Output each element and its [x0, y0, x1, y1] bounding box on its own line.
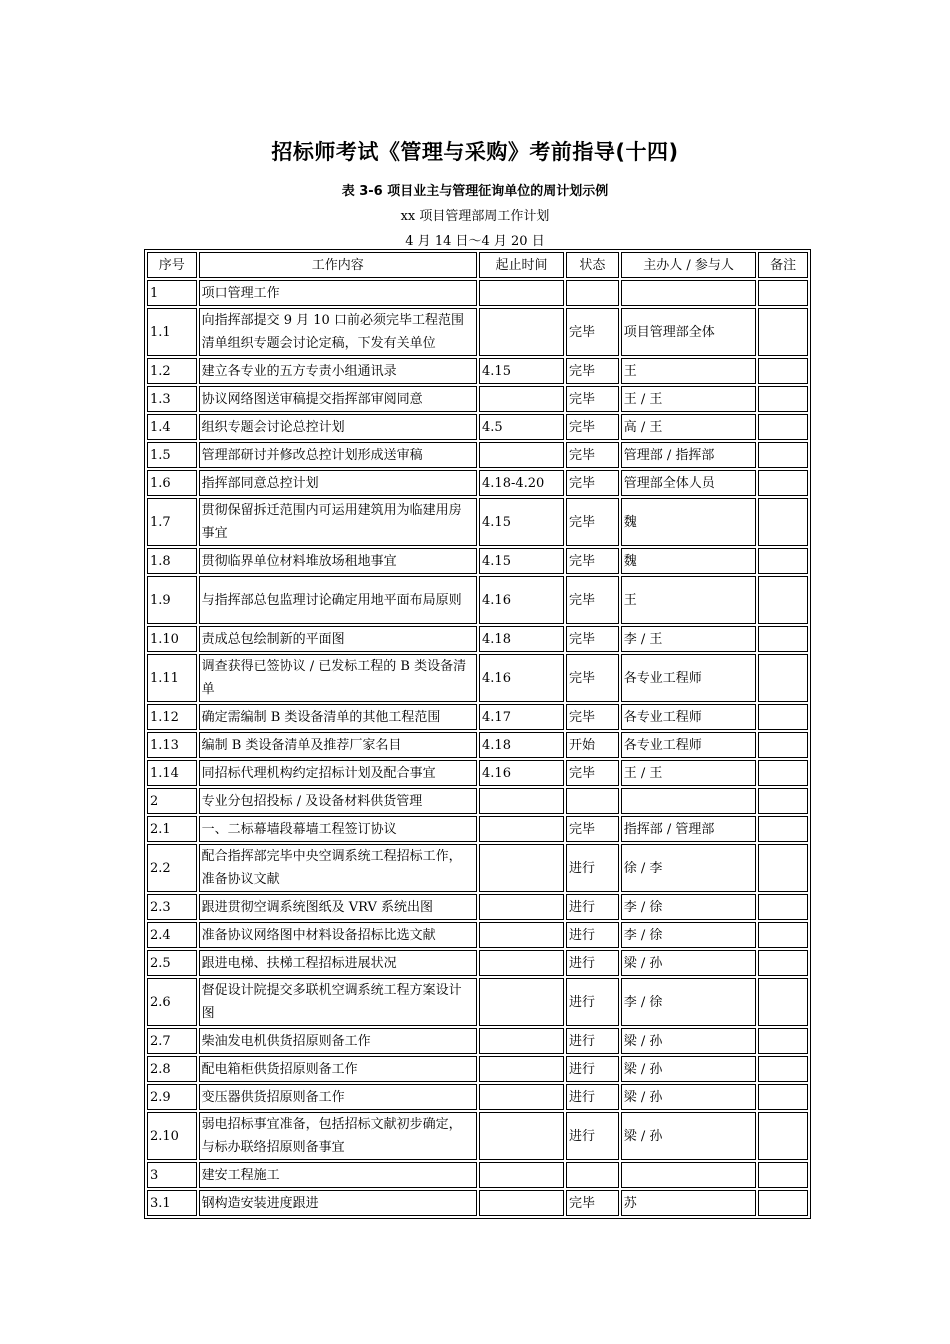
cell-date	[479, 922, 564, 948]
cell-date: 4.15	[479, 498, 564, 546]
cell-date	[479, 1112, 564, 1160]
cell-no: 1.11	[147, 654, 197, 702]
cell-date: 4.18	[479, 732, 564, 758]
cell-task: 建安工程施工	[199, 1162, 477, 1188]
table-row	[147, 1084, 808, 1110]
cell-date	[479, 816, 564, 842]
cell-note	[758, 470, 808, 496]
cell-owner: 李 / 王	[621, 626, 757, 652]
cell-task: 跟进贯彻空调系统图纸及 VRV 系统出图	[199, 894, 477, 920]
cell-status: 完毕	[566, 414, 619, 440]
cell-note	[758, 280, 808, 306]
cell-status: 完毕	[566, 626, 619, 652]
table-row	[147, 654, 808, 702]
cell-no: 2.3	[147, 894, 197, 920]
cell-date	[479, 1084, 564, 1110]
cell-task: 组织专题会讨论总控计划	[199, 414, 477, 440]
cell-owner	[621, 280, 757, 306]
cell-note	[758, 950, 808, 976]
cell-note	[758, 1162, 808, 1188]
cell-note	[758, 386, 808, 412]
document-title: 招标师考试《管理与采购》考前指导(十四)	[271, 140, 679, 164]
cell-no: 1.13	[147, 732, 197, 758]
cell-status: 进行	[566, 1084, 619, 1110]
cell-no: 1.14	[147, 760, 197, 786]
date-range: 4 月 14 日～4 月 20 日	[405, 234, 545, 249]
cell-status: 完毕	[566, 358, 619, 384]
cell-note	[758, 1112, 808, 1160]
cell-task: 专业分包招投标 / 及设备材料供货管理	[199, 788, 477, 814]
cell-no: 1.7	[147, 498, 197, 546]
header-no: 序号	[147, 252, 197, 278]
cell-status: 进行	[566, 1056, 619, 1082]
cell-no: 1	[147, 280, 197, 306]
cell-status	[566, 1162, 619, 1188]
cell-task: 协议网络图送审稿提交指挥部审阅同意	[199, 386, 477, 412]
cell-task: 配合指挥部完毕中央空调系统工程招标工作，准备协议文献	[199, 844, 477, 892]
cell-owner	[621, 788, 757, 814]
cell-status: 进行	[566, 978, 619, 1026]
cell-date	[479, 844, 564, 892]
cell-task: 向指挥部提交 9 月 10 口前必须完毕工程范围清单组织专题会讨论定稿，下发有关单位	[199, 308, 477, 356]
cell-owner: 梁 / 孙	[621, 1056, 757, 1082]
cell-no: 2.7	[147, 1028, 197, 1054]
cell-date	[479, 788, 564, 814]
cell-owner: 魏	[621, 548, 757, 574]
cell-note	[758, 358, 808, 384]
table-row	[147, 704, 808, 730]
table-row	[147, 1112, 808, 1160]
table-row	[147, 1056, 808, 1082]
cell-date: 4.15	[479, 358, 564, 384]
cell-task: 贯彻临界单位材料堆放场租地事宜	[199, 548, 477, 574]
cell-note	[758, 414, 808, 440]
cell-date: 4.5	[479, 414, 564, 440]
table-row	[147, 548, 808, 574]
cell-status: 完毕	[566, 704, 619, 730]
cell-task: 同招标代理机构约定招标计划及配合事宜	[199, 760, 477, 786]
cell-status: 完毕	[566, 576, 619, 624]
cell-no: 1.4	[147, 414, 197, 440]
table-row	[147, 788, 808, 814]
cell-owner	[621, 1162, 757, 1188]
table-row	[147, 816, 808, 842]
cell-date	[479, 950, 564, 976]
cell-task: 建立各专业的五方专责小组通讯录	[199, 358, 477, 384]
table-row	[147, 760, 808, 786]
cell-date	[479, 894, 564, 920]
cell-owner: 王 / 王	[621, 760, 757, 786]
cell-note	[758, 308, 808, 356]
table-row	[147, 358, 808, 384]
cell-date: 4.16	[479, 576, 564, 624]
cell-note	[758, 654, 808, 702]
cell-no: 1.8	[147, 548, 197, 574]
cell-status: 进行	[566, 922, 619, 948]
cell-status: 进行	[566, 950, 619, 976]
cell-note	[758, 978, 808, 1026]
cell-note	[758, 922, 808, 948]
cell-note	[758, 1056, 808, 1082]
header-task: 工作内容	[199, 252, 477, 278]
weekly-plan-table	[144, 249, 811, 1219]
cell-owner: 项目管理部全体	[621, 308, 757, 356]
cell-status	[566, 280, 619, 306]
cell-no: 2.6	[147, 978, 197, 1026]
cell-note	[758, 548, 808, 574]
plan-title: xx 项目管理部周工作计划	[400, 209, 550, 224]
cell-date	[479, 1162, 564, 1188]
cell-date: 4.15	[479, 548, 564, 574]
cell-no: 1.12	[147, 704, 197, 730]
cell-no: 2.4	[147, 922, 197, 948]
table-row	[147, 922, 808, 948]
cell-owner: 各专业工程师	[621, 732, 757, 758]
cell-status: 进行	[566, 1028, 619, 1054]
cell-owner: 梁 / 孙	[621, 1028, 757, 1054]
cell-status: 完毕	[566, 654, 619, 702]
header-date: 起止时间	[479, 252, 564, 278]
cell-note	[758, 626, 808, 652]
table-row	[147, 414, 808, 440]
cell-note	[758, 844, 808, 892]
cell-status: 进行	[566, 894, 619, 920]
cell-date	[479, 1190, 564, 1216]
cell-owner: 管理部 / 指挥部	[621, 442, 757, 468]
cell-date: 4.18	[479, 626, 564, 652]
table-caption: 表 3-6 项目业主与管理征询单位的周计划示例	[341, 184, 609, 199]
cell-status: 完毕	[566, 1190, 619, 1216]
cell-note	[758, 760, 808, 786]
cell-note	[758, 894, 808, 920]
cell-owner: 王	[621, 576, 757, 624]
cell-task: 项口管理工作	[199, 280, 477, 306]
cell-date	[479, 1056, 564, 1082]
cell-owner: 李 / 徐	[621, 922, 757, 948]
cell-date	[479, 308, 564, 356]
cell-owner: 管理部全体人员	[621, 470, 757, 496]
header-owner: 主办人 / 参与人	[621, 252, 757, 278]
cell-no: 2.8	[147, 1056, 197, 1082]
header-note: 备注	[758, 252, 808, 278]
cell-note	[758, 498, 808, 546]
cell-note	[758, 788, 808, 814]
cell-status: 进行	[566, 844, 619, 892]
table-row	[147, 576, 808, 624]
table-row	[147, 386, 808, 412]
cell-date	[479, 442, 564, 468]
cell-task: 调查获得已签协议 / 已发标工程的 B 类设备清单	[199, 654, 477, 702]
cell-no: 1.9	[147, 576, 197, 624]
cell-no: 1.10	[147, 626, 197, 652]
cell-status: 完毕	[566, 760, 619, 786]
cell-status: 完毕	[566, 470, 619, 496]
cell-note	[758, 1190, 808, 1216]
table-row	[147, 844, 808, 892]
cell-task: 一、二标幕墙段幕墙工程签订协议	[199, 816, 477, 842]
cell-status: 完毕	[566, 386, 619, 412]
cell-date: 4.18-4.20	[479, 470, 564, 496]
cell-no: 2.9	[147, 1084, 197, 1110]
cell-note	[758, 732, 808, 758]
cell-no: 1.6	[147, 470, 197, 496]
cell-note	[758, 1084, 808, 1110]
cell-task: 管理部研讨并修改总控计划形成送审稿	[199, 442, 477, 468]
cell-task: 与指挥部总包监理讨论确定用地平面布局原则	[199, 576, 477, 624]
cell-no: 1.2	[147, 358, 197, 384]
cell-owner: 高 / 王	[621, 414, 757, 440]
cell-date	[479, 280, 564, 306]
cell-owner: 各专业工程师	[621, 704, 757, 730]
cell-no: 1.1	[147, 308, 197, 356]
cell-task: 弱电招标事宜准备，包括招标文献初步确定，与标办联络招原则备事宜	[199, 1112, 477, 1160]
table-header-row	[147, 252, 808, 278]
cell-owner: 苏	[621, 1190, 757, 1216]
cell-status: 完毕	[566, 498, 619, 546]
header-status: 状态	[566, 252, 619, 278]
cell-task: 准备协议网络图中材料设备招标比选文献	[199, 922, 477, 948]
cell-owner: 王 / 王	[621, 386, 757, 412]
table-row	[147, 1028, 808, 1054]
cell-date: 4.16	[479, 654, 564, 702]
cell-task: 钢构造安装进度跟进	[199, 1190, 477, 1216]
cell-note	[758, 704, 808, 730]
cell-no: 2.10	[147, 1112, 197, 1160]
table-row	[147, 308, 808, 356]
cell-date	[479, 386, 564, 412]
cell-owner: 王	[621, 358, 757, 384]
cell-status	[566, 788, 619, 814]
cell-no: 2.1	[147, 816, 197, 842]
cell-task: 跟进电梯、扶梯工程招标进展状况	[199, 950, 477, 976]
cell-note	[758, 1028, 808, 1054]
cell-owner: 李 / 徐	[621, 894, 757, 920]
cell-no: 3.1	[147, 1190, 197, 1216]
table-row	[147, 894, 808, 920]
cell-task: 编制 B 类设备清单及推荐厂家名目	[199, 732, 477, 758]
cell-owner: 魏	[621, 498, 757, 546]
cell-no: 1.5	[147, 442, 197, 468]
cell-task: 配电箱柜供货招原则备工作	[199, 1056, 477, 1082]
cell-task: 责成总包绘制新的平面图	[199, 626, 477, 652]
cell-owner: 各专业工程师	[621, 654, 757, 702]
cell-date: 4.16	[479, 760, 564, 786]
cell-date	[479, 978, 564, 1026]
cell-status: 进行	[566, 1112, 619, 1160]
cell-task: 确定需编制 B 类设备清单的其他工程范围	[199, 704, 477, 730]
cell-owner: 梁 / 孙	[621, 1112, 757, 1160]
cell-date: 4.17	[479, 704, 564, 730]
table-row	[147, 498, 808, 546]
cell-task: 变压器供货招原则备工作	[199, 1084, 477, 1110]
cell-note	[758, 576, 808, 624]
table-row	[147, 280, 808, 306]
cell-task: 贯彻保留拆迁范围内可运用建筑用为临建用房事宜	[199, 498, 477, 546]
table-row	[147, 1162, 808, 1188]
cell-no: 3	[147, 1162, 197, 1188]
table-row	[147, 732, 808, 758]
cell-no: 1.3	[147, 386, 197, 412]
cell-task: 督促设计院提交多联机空调系统工程方案设计图	[199, 978, 477, 1026]
cell-no: 2	[147, 788, 197, 814]
cell-status: 完毕	[566, 308, 619, 356]
cell-no: 2.5	[147, 950, 197, 976]
cell-status: 完毕	[566, 548, 619, 574]
cell-note	[758, 816, 808, 842]
table-row	[147, 978, 808, 1026]
cell-date	[479, 1028, 564, 1054]
table-row	[147, 442, 808, 468]
cell-owner: 梁 / 孙	[621, 950, 757, 976]
table-row	[147, 950, 808, 976]
cell-owner: 徐 / 李	[621, 844, 757, 892]
cell-status: 开始	[566, 732, 619, 758]
cell-owner: 李 / 徐	[621, 978, 757, 1026]
table-row	[147, 1190, 808, 1216]
cell-status: 完毕	[566, 816, 619, 842]
cell-status: 完毕	[566, 442, 619, 468]
cell-task: 指挥部同意总控计划	[199, 470, 477, 496]
cell-no: 2.2	[147, 844, 197, 892]
cell-note	[758, 442, 808, 468]
cell-owner: 梁 / 孙	[621, 1084, 757, 1110]
cell-task: 柴油发电机供货招原则备工作	[199, 1028, 477, 1054]
cell-owner: 指挥部 / 管理部	[621, 816, 757, 842]
table-row	[147, 626, 808, 652]
table-row	[147, 470, 808, 496]
